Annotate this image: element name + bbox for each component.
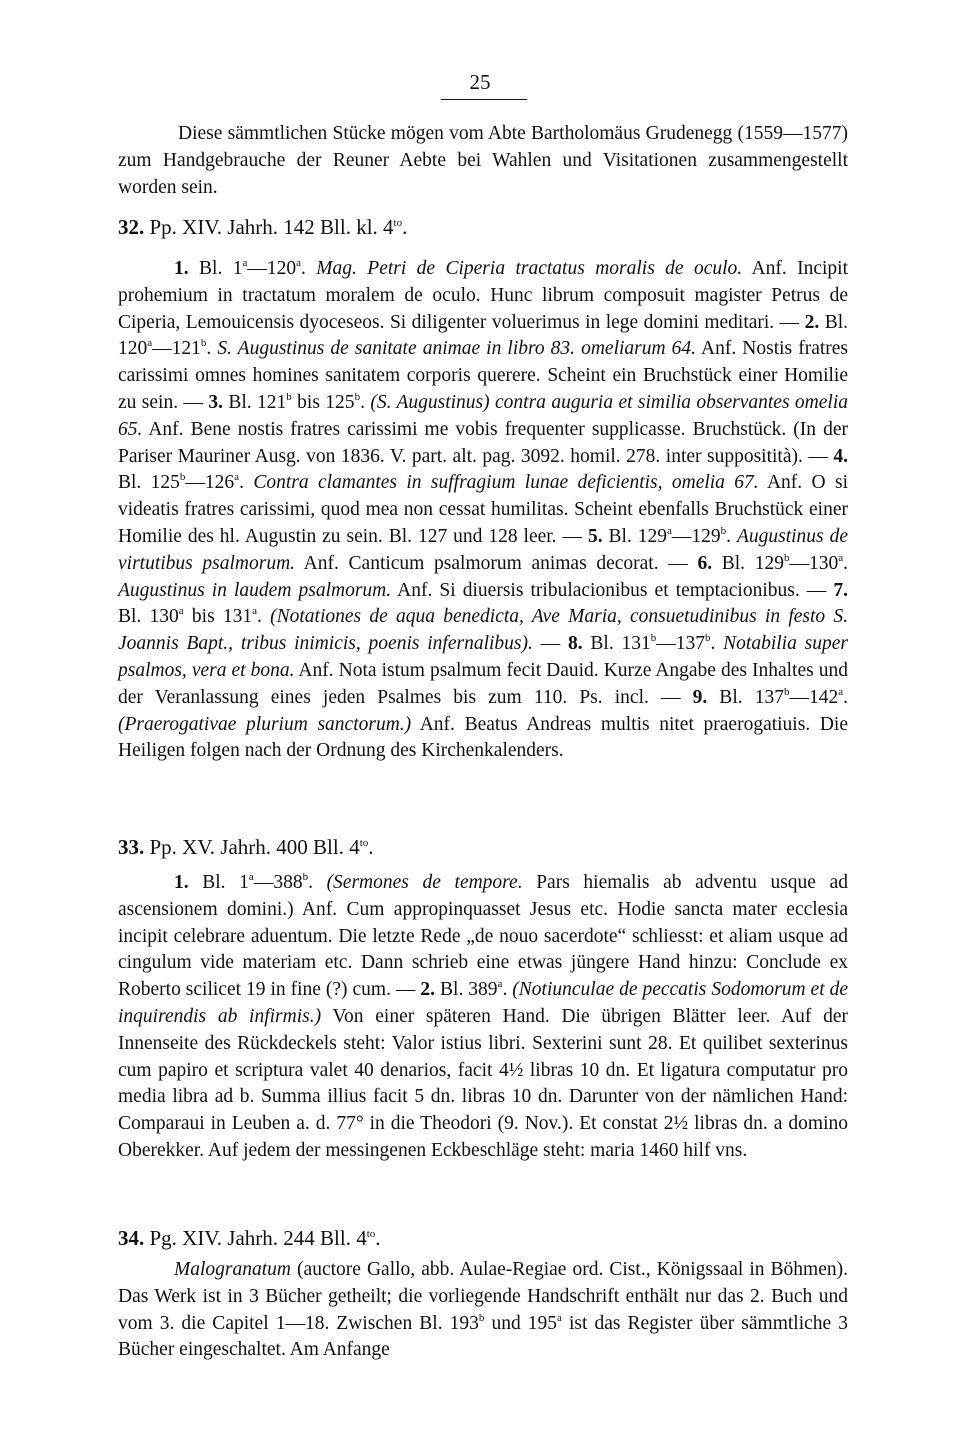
text-run: . [257, 606, 271, 628]
superscript: b [354, 390, 361, 403]
item-number: 6. [697, 552, 713, 574]
item-number: 9. [692, 686, 708, 708]
text-run: Von einer späteren Hand. Die übrigen Blätter leer. Auf der Innenseite des Rückdeckels steht: Valor istius libri. Sexterini sunt 28. Et quilibet sexterinus cum papiro et scriptura valet 40 denarios, facit 4½ libras 10 dn. Et ligatura computatur pro media libra ad b. Summa illius facit 5 dn. libras 10 dn. Darunter von der nämlichen Hand: Comparaui in Leuben a. d. 77° in die Theodori (9. Nov.). Et constat 2½ libras dn. a domino Oberekker. Auf jedem der messingenen Eckbeschläge steht: maria 1460 hilf vns. [118, 1005, 848, 1161]
text-run: Bl. 125 [118, 472, 180, 494]
intro-paragraph: Diese sämmtlichen Stücke mögen vom Abte Bartholomäus Grudenegg (1559—1577) zum Handgebrauche der Reuner Aebte bei Wahlen und Visitationen zusammengestellt worden sein. [118, 123, 848, 198]
text-run: Pars hiemalis ab adventu usque ad ascensionem domini.) Anf. Cum appropinquasset Jesus etc. Hodie sancta mater ecclesia incipit celebrare aduentum. Die letzte Rede „de nouo sacerdote“ schliesst: et aliam usque ad cingulum vide materiam etc. Dann schrieb eine etwas jüngere Hand hinzu: Conclude ex Roberto scilicet 19 in fine (?) cum. — [118, 872, 848, 1001]
superscript: b [286, 390, 292, 403]
entry-heading-trail: . [402, 215, 408, 239]
text-run: . [843, 686, 848, 708]
text-run: Bl. 129 [602, 525, 667, 547]
text-run: Bl. 130 [118, 606, 179, 628]
superscript: a [252, 605, 258, 618]
text-run: . [360, 391, 371, 413]
entry-body-32 [118, 256, 848, 765]
entry-heading-text: Pg. XIV. Jahrh. 244 Bll. 4 [149, 1226, 367, 1250]
entry-heading-32 [118, 213, 848, 241]
superscript: a [838, 551, 844, 564]
text-run: . [502, 979, 513, 1001]
superscript: a [557, 1311, 562, 1324]
entry-body-34 [118, 1257, 848, 1364]
italic-title: (S. Augustinus) contra auguria et similia observantes omelia 65. [118, 391, 848, 440]
text-run: Bl. 121 [222, 391, 287, 413]
item-number: 2. [420, 979, 436, 1001]
text-run: bis 125 [291, 391, 355, 413]
superscript: a [178, 605, 184, 618]
text-run: . [301, 258, 317, 279]
item-number: 5. [587, 525, 603, 547]
superscript: b [705, 632, 711, 645]
text-run: . [308, 872, 327, 893]
superscript: b [302, 871, 309, 883]
text-run: . [239, 472, 254, 494]
entry-heading-33 [118, 833, 848, 861]
text-run: —130 [789, 552, 839, 574]
entry-heading-trail: . [375, 1226, 381, 1250]
item-number: 8. [567, 633, 583, 655]
text-run: —120 [247, 258, 297, 279]
text-run: Anf. Beatus Andreas multis nitet praerogatiuis. Die Heiligen folgen nach der Ordnung des Kirchenkalenders. [118, 713, 848, 762]
text-run: Bl. 131 [582, 633, 651, 655]
text-run: —126 [185, 472, 235, 494]
page-number: 25 [469, 70, 491, 94]
text-run: Bl. 120 [118, 311, 848, 360]
text-run: —142 [789, 686, 839, 708]
superscript: a [248, 871, 254, 883]
superscript: a [234, 471, 240, 484]
superscript: b [650, 632, 657, 645]
italic-title: (Notationes de aqua benedicta, Ave Maria, consuetudinibus in festo S. Joannis Bapt., tribus inimicis, poenis infernalibus). [118, 606, 849, 655]
item-number: 7. [833, 579, 848, 601]
entry-heading-34 [118, 1224, 848, 1252]
text-run: bis 131 [183, 606, 253, 628]
italic-title: (Praerogativae plurium sanctorum.) [118, 713, 412, 735]
entry-number: 33. [118, 835, 145, 859]
entry-heading-trail: . [368, 835, 374, 859]
superscript: a [838, 685, 844, 698]
text-run: Anf. Canticum psalmorum animas decorat. — [295, 552, 698, 574]
superscript: b [200, 337, 207, 350]
entry-number: 34. [118, 1226, 145, 1250]
text-run: —388 [253, 872, 303, 893]
text-run: . [843, 552, 848, 574]
superscript: b [720, 524, 727, 537]
italic-title: Augustinus de virtutibus psalmorum. [118, 525, 848, 574]
text-run: (auctore Gallo, abb. Aulae-Regiae ord. Cist., Königssaal in Böhmen). Das Werk ist in 3 Bücher getheilt; die vorliegende Handschrift enthält nur das 2. Buch und vom 3. die Capitel 1—18. Zwischen Bl. 193 [118, 1259, 848, 1334]
superscript: a [667, 524, 672, 537]
item-number: 1. [174, 258, 189, 279]
superscript: a [147, 337, 153, 350]
text-run: . [710, 633, 724, 655]
text-run: Bl. 129 [712, 552, 784, 574]
header-rule [441, 99, 527, 100]
text-run: — [532, 633, 568, 655]
superscript: b [783, 551, 790, 564]
italic-title: S. Augustinus de sanitate animae in libro 83. omeliarum 64. [217, 338, 697, 360]
item-number: 4. [833, 445, 848, 467]
superscript: b [478, 1311, 485, 1324]
entry-number: 32. [118, 215, 145, 239]
text-run: —121 [152, 338, 201, 360]
text-run: Anf. Bene nostis fratres carissimi me vobis frequenter supplicasse. Bruchstück. (In der Pariser Mauriner Ausg. von 1836. V. part. alt. pag. 3092. homil. 278. inter suppositità). — [118, 418, 848, 467]
entry-heading-sup: to [366, 1228, 376, 1240]
italic-title: Contra clamantes in suffragium lunae deficientis, omelia 67. [253, 472, 759, 494]
item-number: 2. [804, 311, 820, 333]
entry-heading-sup: to [393, 217, 403, 229]
italic-title: Malogranatum [174, 1259, 291, 1280]
italic-title: Notabilia super psalmos, vera et bona. [118, 633, 848, 681]
text-run: Anf. O si videatis fratres carissimi, quod mea non cessat humilitas. Scheint ebenfalls Bruchstück einer Homilie des hl. Augustin zu sein. Bl. 127 und 128 leer. — [118, 472, 848, 547]
entry-body-33 [118, 870, 848, 1165]
text-run: Anf. Incipit prohemium in tractatum moralem de oculo. Hunc librum composuit magister Petrus de Ciperia, Lemouicensis dyoceseos. Si diligenter voluerimus in lege domini meditari. — [118, 258, 849, 333]
superscript: a [497, 978, 503, 991]
text-run: Anf. Si diuersis tribulacionibus et temptacionibus. — [391, 579, 834, 601]
item-number: 3. [208, 391, 223, 413]
text-run: Anf. Nota istum psalmum fecit Dauid. Kurze Angabe des Inhaltes und der Veranlassung eines jeden Psalmes bis zum 110. Ps. incl. — [118, 659, 848, 708]
text-run: Bl. 1 [188, 258, 243, 279]
text-run: Anf. Nostis fratres carissimi omnes homines sanitatem corporis querere. Scheint ein Bruchstück einer Homilie zu sein. — [118, 338, 849, 413]
entry-heading-sup: to [359, 837, 369, 849]
italic-title: Augustinus in laudem psalmorum. [118, 579, 392, 601]
item-number: 1. [174, 872, 189, 893]
superscript: a [296, 257, 301, 269]
italic-title: (Sermones de tempore. [326, 872, 523, 893]
text-run: und 195 [484, 1312, 558, 1334]
italic-title: (Notiunculae de peccatis Sodomorum et de inquirendis ab infirmis.) [118, 979, 849, 1027]
text-run: —129 [671, 525, 721, 547]
text-run: ist das Register über sämmtliche 3 Bücher eingeschaltet. Am Anfange [118, 1312, 849, 1361]
entry-heading-text: Pp. XV. Jahrh. 400 Bll. 4 [149, 835, 360, 859]
superscript: b [783, 685, 790, 698]
text-run: Bl. 137 [707, 686, 784, 708]
superscript: b [179, 471, 186, 484]
text-run: Bl. 389 [435, 979, 498, 1001]
superscript: a [242, 257, 248, 269]
entry-heading-text: Pp. XIV. Jahrh. 142 Bll. kl. 4 [149, 215, 394, 239]
text-run: —137 [656, 633, 705, 655]
text-run: Bl. 1 [188, 872, 249, 893]
italic-title: Mag. Petri de Ciperia tractatus moralis de oculo. [316, 258, 743, 279]
text-run: . [726, 525, 737, 547]
text-run: . [206, 338, 218, 360]
